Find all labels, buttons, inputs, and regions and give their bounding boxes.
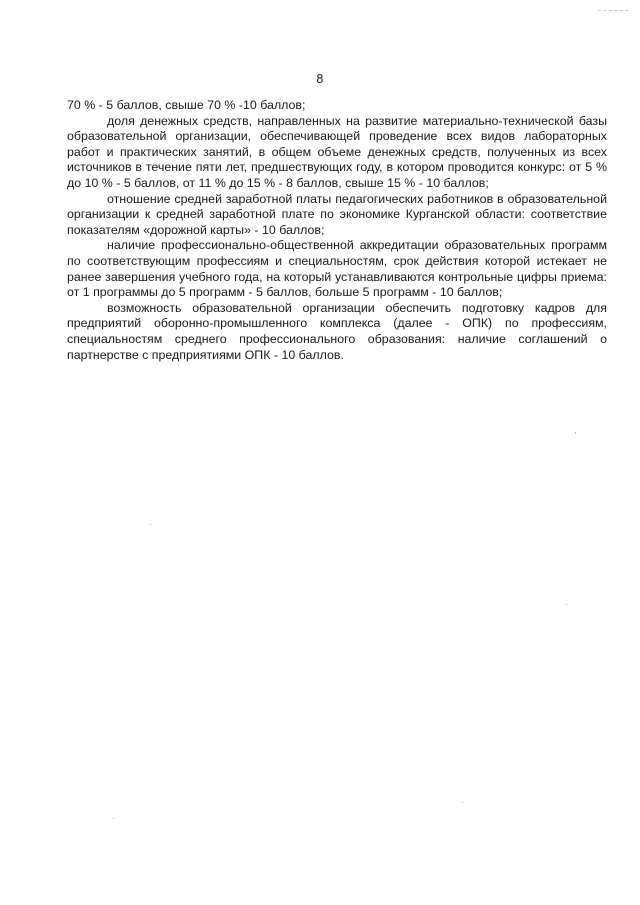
paragraph-1: 70 % - 5 баллов, свыше 70 % -10 баллов; (67, 98, 306, 112)
paragraph-opk-training: возможность образовательной организации обеспечить подготовку кадров для предприятий оборонно-промышленного комплекса (далее - ОПК) по профессиям, специальностям среднего профессионального образования: наличие соглашений о партнерстве с предприятиями ОПК - 10 баллов. (67, 300, 607, 362)
scan-speck (566, 604, 567, 605)
scan-artifact-dashes (598, 10, 628, 12)
paragraph-salary-ratio: отношение средней заработной платы педагогических работников в образовательной организации к средней заработной плате по экономике Курганской области: соответствие показателям «дорожной карты» - 10 баллов; (67, 191, 607, 237)
scan-speck (150, 524, 151, 525)
scan-speck (575, 432, 576, 434)
document-body (67, 98, 607, 363)
paragraph-accreditation: наличие профессионально-общественной аккредитации образовательных программ по соответствующим профессиям и специальностям, срок действия которой истекает не ранее завершения учебного года, на который устанавливаются контрольные цифры приема: от 1 программы до 5 программ - 5 баллов, больше 5 программ - 10 баллов; (67, 238, 607, 300)
scan-speck (113, 818, 114, 819)
page-number: 8 (316, 72, 324, 86)
scan-speck (462, 802, 463, 803)
paragraph-material-base: доля денежных средств, направленных на развитие материально-технической базы образовательной организации, обеспечивающей проведение всех видов лабораторных работ и практических занятий, в общем объеме денежных средств, полученных из всех источников в течение пяти лет, предшествующих году, в котором проводится конкурс: от 5 % до 10 % - 5 баллов, от 11 % до 15 % - 8 баллов, свыше 15 % - 10 баллов; (67, 113, 607, 190)
